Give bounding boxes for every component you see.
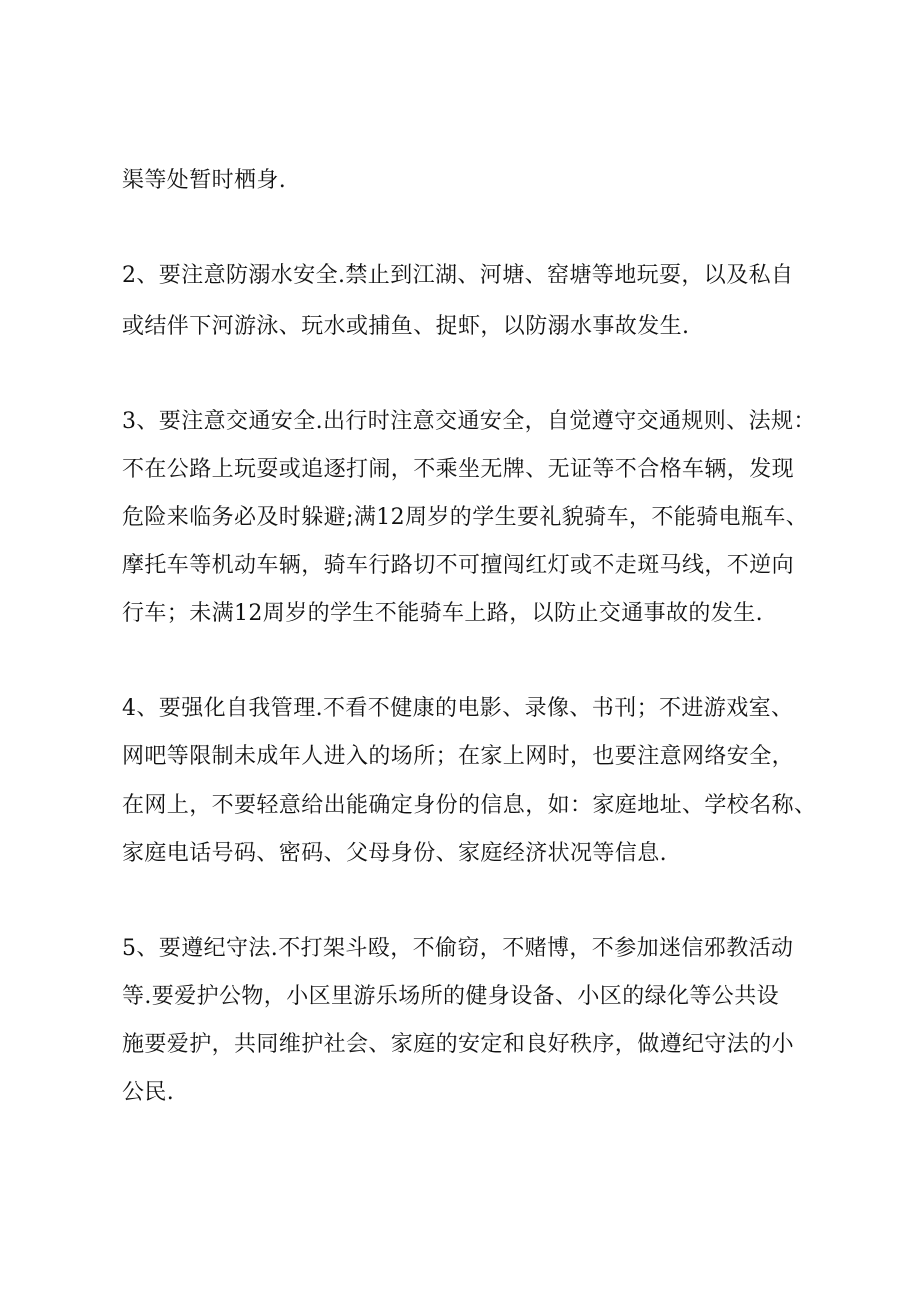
- item-2-line-2: 或结伴下河游泳、玩水或捕鱼、捉虾，以防溺水事故发生.: [122, 314, 690, 339]
- item-5-line-1: 5、要遵纪守法.不打架斗殴，不偷窃，不赌博，不参加迷信邪教活动: [122, 936, 794, 961]
- item-3-line-1: 3、要注意交通安全.出行时注意交通安全，自觉遵守交通规则、法规：: [122, 409, 816, 434]
- item-4-line-1: 4、要强化自我管理.不看不健康的电影、录像、书刊；不进游戏室、: [122, 696, 794, 721]
- item-4-line-4: 家庭电话号码、密码、父母身份、家庭经济状况等信息.: [122, 841, 667, 866]
- item-2-line-1: 2、要注意防溺水安全.禁止到江湖、河塘、窑塘等地玩耍，以及私自: [122, 263, 794, 288]
- item-3-line-3: 危险来临务必及时躲避;满12周岁的学生要礼貌骑车，不能骑电瓶车、: [122, 505, 809, 530]
- item-3-line-4: 摩托车等机动车辆，骑车行路切不可擅闯红灯或不走斑马线，不逆向: [122, 553, 795, 578]
- item-4-line-2: 网吧等限制未成年人进入的场所；在家上网时，也要注意网络安全，: [122, 744, 795, 769]
- item-5-line-2: 等.要爱护公物，小区里游乐场所的健身设备、小区的绿化等公共设: [122, 984, 779, 1009]
- item-3-line-2: 不在公路上玩耍或追逐打闹，不乘坐无牌、无证等不合格车辆，发现: [122, 457, 795, 482]
- item-4-line-3: 在网上，不要轻意给出能确定身份的信息，如：家庭地址、学校名称、: [122, 793, 817, 818]
- paragraph-fragment-line: 渠等处暂时栖身.: [122, 168, 287, 193]
- item-5-line-4: 公民.: [122, 1080, 175, 1105]
- item-5-line-3: 施要爱护，共同维护社会、家庭的安定和良好秩序，做遵纪守法的小: [122, 1032, 795, 1057]
- item-3-line-5: 行车；未满12周岁的学生不能骑车上路，以防止交通事故的发生.: [122, 601, 763, 626]
